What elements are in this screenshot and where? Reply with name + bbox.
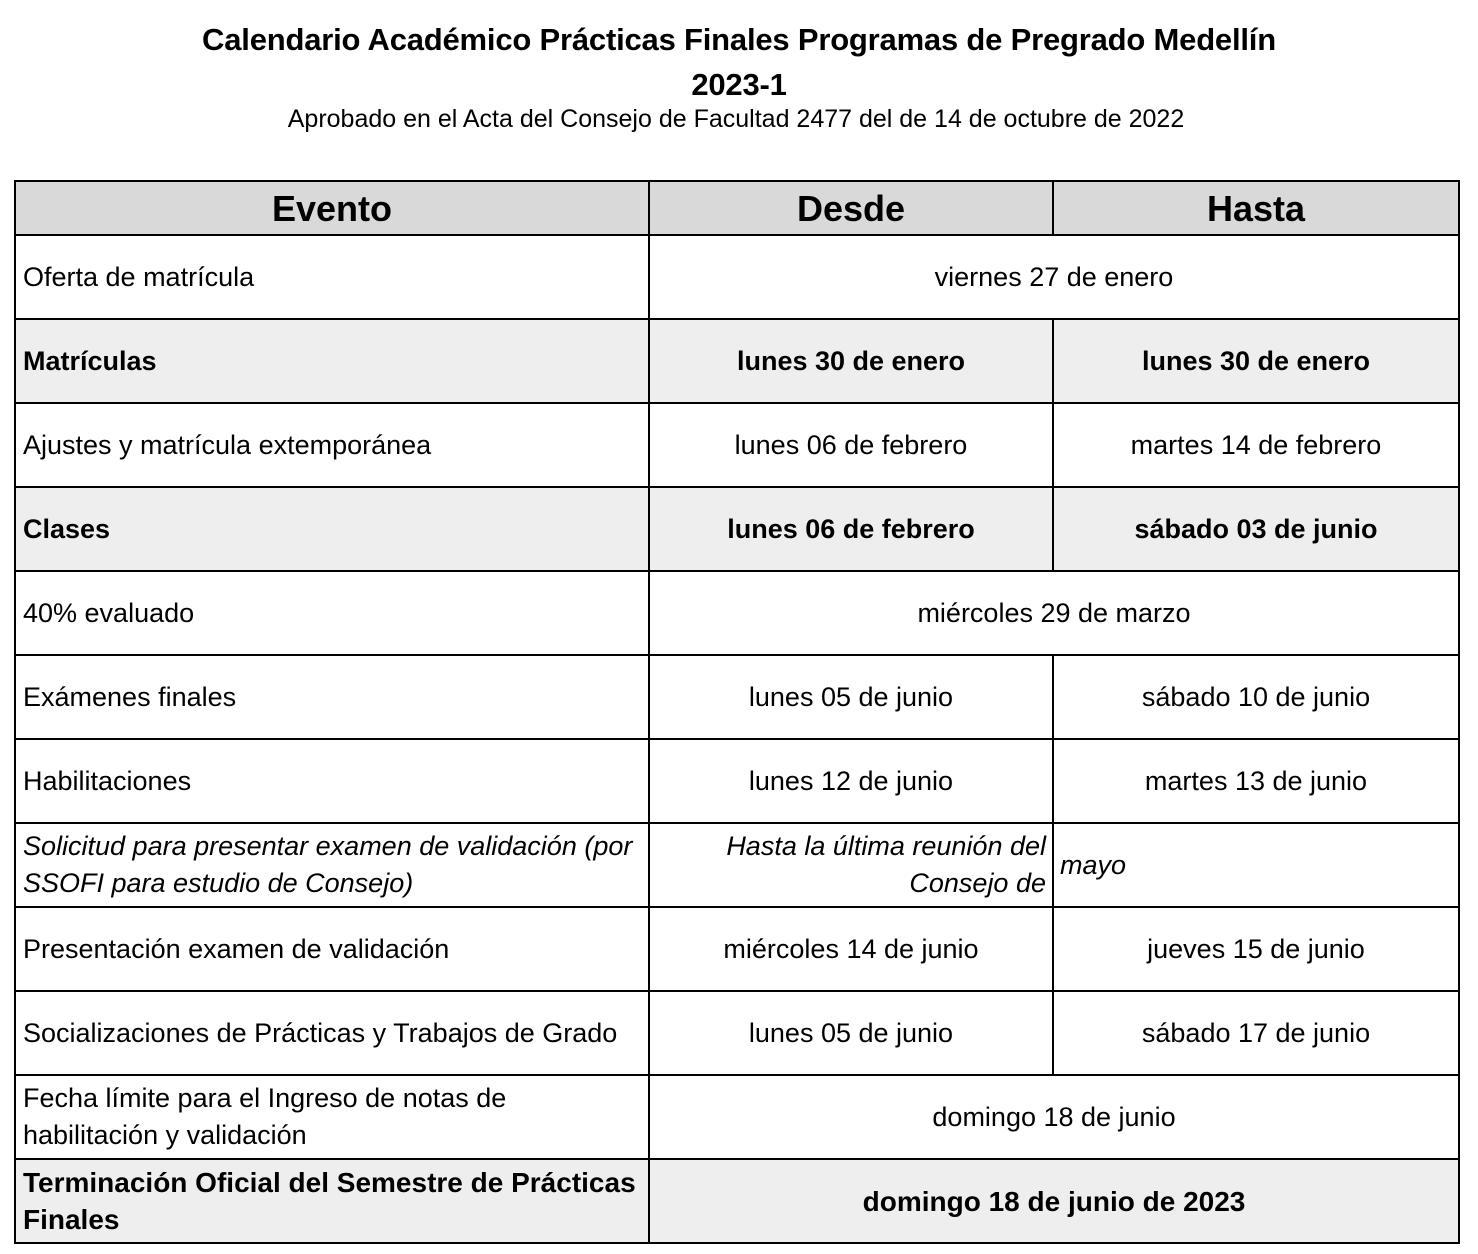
- table-row: [15, 907, 1459, 991]
- event-from-date: lunes 06 de febrero: [649, 403, 1053, 487]
- event-from-date: lunes 05 de junio: [649, 655, 1053, 739]
- header-evento: Evento: [15, 181, 649, 235]
- table-row: [15, 487, 1459, 571]
- page-title-period: 2023-1: [691, 67, 787, 102]
- table-row: [15, 235, 1459, 319]
- event-date: domingo 18 de junio de 2023: [649, 1159, 1459, 1243]
- event-name: Oferta de matrícula: [15, 235, 649, 319]
- event-to-date: martes 13 de junio: [1053, 739, 1459, 823]
- event-name: Socializaciones de Prácticas y Trabajos de Grado: [15, 991, 649, 1075]
- header-hasta: Hasta: [1053, 181, 1459, 235]
- event-name: Solicitud para presentar examen de validación (por SSOFI para estudio de Consejo): [15, 823, 649, 907]
- table-row: [15, 655, 1459, 739]
- table-row: [15, 403, 1459, 487]
- event-name: 40% evaluado: [15, 571, 649, 655]
- event-name: Presentación examen de validación: [15, 907, 649, 991]
- table-row: [15, 319, 1459, 403]
- table-row: [15, 1075, 1459, 1159]
- table-row: [15, 739, 1459, 823]
- event-from-date: lunes 30 de enero: [649, 319, 1053, 403]
- table-row: [15, 991, 1459, 1075]
- event-name: Ajustes y matrícula extemporánea: [15, 403, 649, 487]
- event-from-date: lunes 12 de junio: [649, 739, 1053, 823]
- event-date: miércoles 29 de marzo: [649, 571, 1459, 655]
- event-name: Clases: [15, 487, 649, 571]
- event-to-date: lunes 30 de enero: [1053, 319, 1459, 403]
- event-to-date: sábado 10 de junio: [1053, 655, 1459, 739]
- event-date: viernes 27 de enero: [649, 235, 1459, 319]
- table-row: [15, 823, 1459, 907]
- header-desde: Desde: [649, 181, 1053, 235]
- table-row: [15, 571, 1459, 655]
- event-to-date: jueves 15 de junio: [1053, 907, 1459, 991]
- table-header-row: [15, 181, 1459, 235]
- event-from-date: lunes 05 de junio: [649, 991, 1053, 1075]
- approval-subtitle: Aprobado en el Acta del Consejo de Facultad 2477 del de 14 de octubre de 2022: [287, 105, 1185, 133]
- event-to-date: sábado 17 de junio: [1053, 991, 1459, 1075]
- event-name: Fecha límite para el Ingreso de notas de habilitación y validación: [15, 1075, 649, 1159]
- event-name: Exámenes finales: [15, 655, 649, 739]
- event-to-date: sábado 03 de junio: [1053, 487, 1459, 571]
- event-name: Terminación Oficial del Semestre de Prácticas Finales: [15, 1159, 649, 1243]
- calendar-table: [14, 180, 1460, 1244]
- event-from-date: lunes 06 de febrero: [649, 487, 1053, 571]
- event-from-date: Hasta la última reunión del Consejo de: [649, 823, 1053, 907]
- event-to-date: mayo: [1053, 823, 1459, 907]
- event-date: domingo 18 de junio: [649, 1075, 1459, 1159]
- page-title: Calendario Académico Prácticas Finales Programas de Pregrado Medellín: [202, 22, 1276, 57]
- event-name: Habilitaciones: [15, 739, 649, 823]
- event-to-date: martes 14 de febrero: [1053, 403, 1459, 487]
- table-row: [15, 1159, 1459, 1243]
- event-from-date: miércoles 14 de junio: [649, 907, 1053, 991]
- event-name: Matrículas: [15, 319, 649, 403]
